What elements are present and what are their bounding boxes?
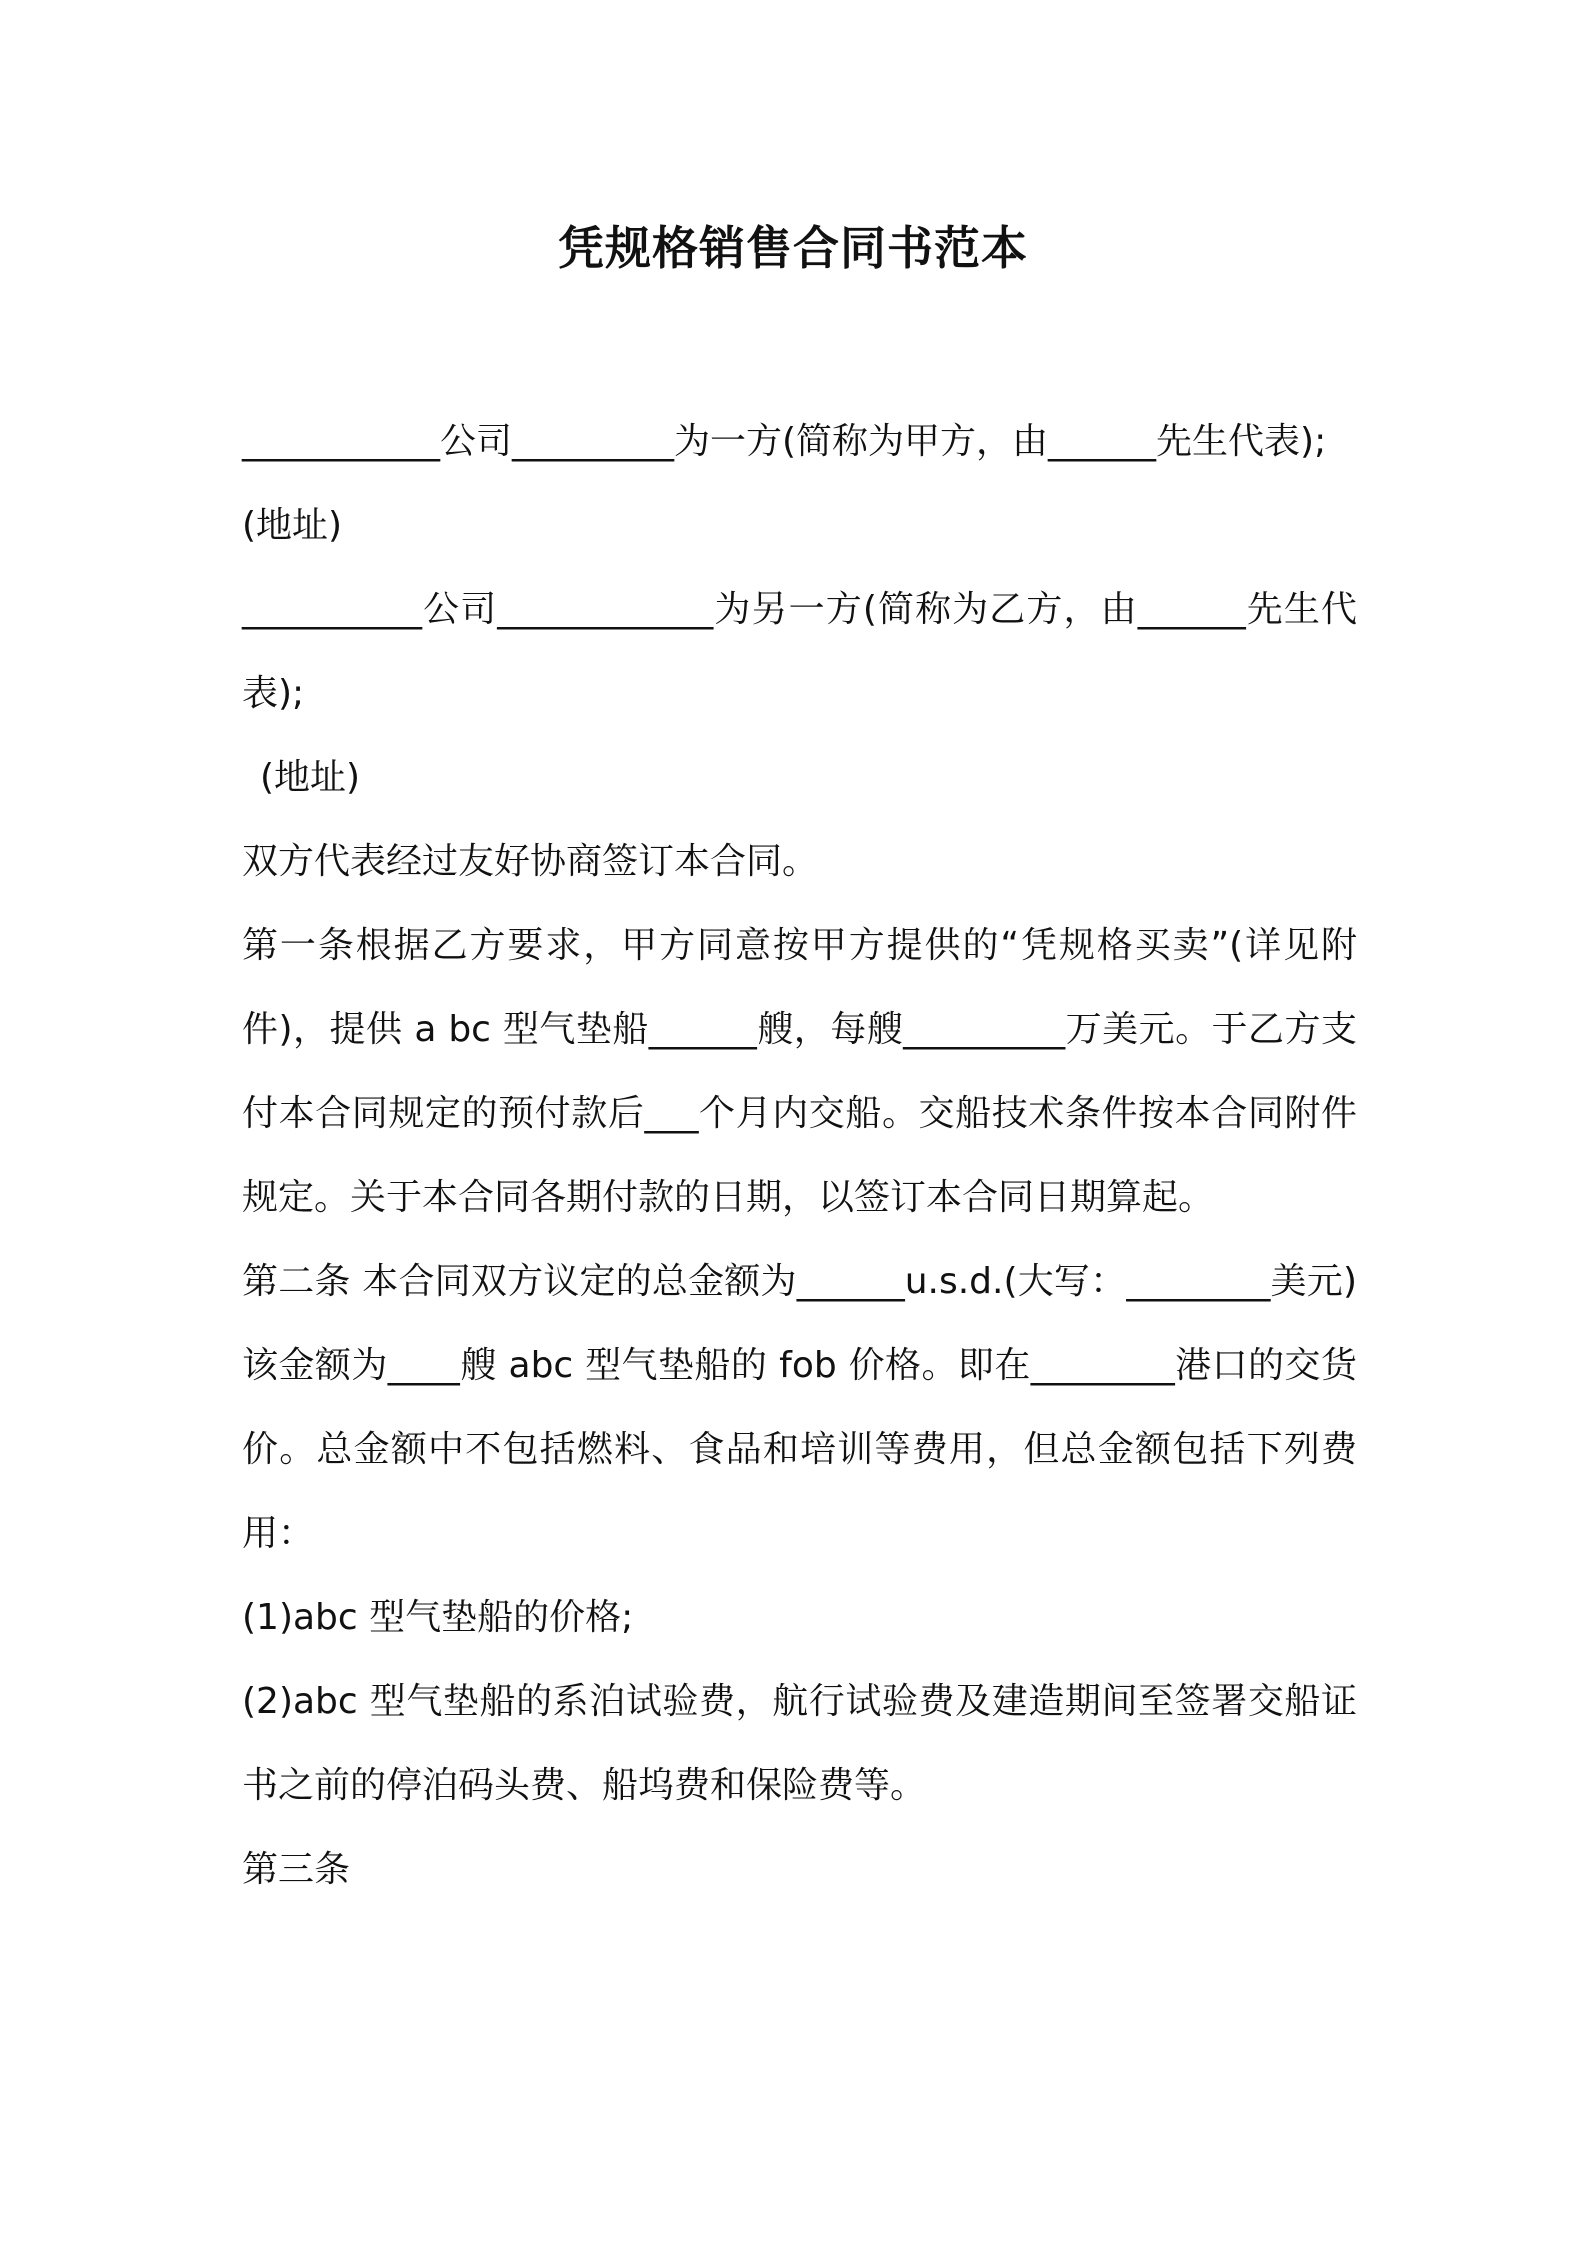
article-2: 第二条 本合同双方议定的总金额为______u.s.d.(大写：________美元)该金额为____艘 abc 型气垫船的 fob 价格。即在________港口的交货价。总金额中不包括燃料、食品和培训等费用，但总金额包括下列费用： bbox=[242, 1261, 1357, 1554]
party-a-line: ___________公司_________为一方(简称为甲方，由______先生代表); bbox=[242, 421, 1327, 462]
party-b-line: __________公司____________为另一方(简称为乙方，由______先生代表); bbox=[242, 589, 1357, 714]
article-3-heading: 第三条 bbox=[242, 1849, 351, 1890]
article-2-item-2: (2)abc 型气垫船的系泊试验费，航行试验费及建造期间至签署交船证书之前的停泊码头费、船坞费和保险费等。 bbox=[242, 1681, 1357, 1806]
article-1: 第一条根据乙方要求，甲方同意按甲方提供的“凭规格买卖”(详见附件)，提供 a bc 型气垫船______艘，每艘_________万美元。于乙方支付本合同规定的预付款后___个月内交船。交船技术条件按本合同附件规定。关于本合同各期付款的日期，以签订本合同日期算起。 bbox=[242, 925, 1357, 1218]
party-b-address: (地址) bbox=[260, 757, 361, 798]
party-a-address: (地址) bbox=[242, 505, 343, 546]
agreement-statement: 双方代表经过友好协商签订本合同。 bbox=[242, 841, 819, 882]
article-2-item-1: (1)abc 型气垫船的价格; bbox=[242, 1597, 634, 1638]
document-body bbox=[242, 400, 1357, 1912]
document-title: 凭规格销售合同书范本 bbox=[558, 221, 1028, 275]
